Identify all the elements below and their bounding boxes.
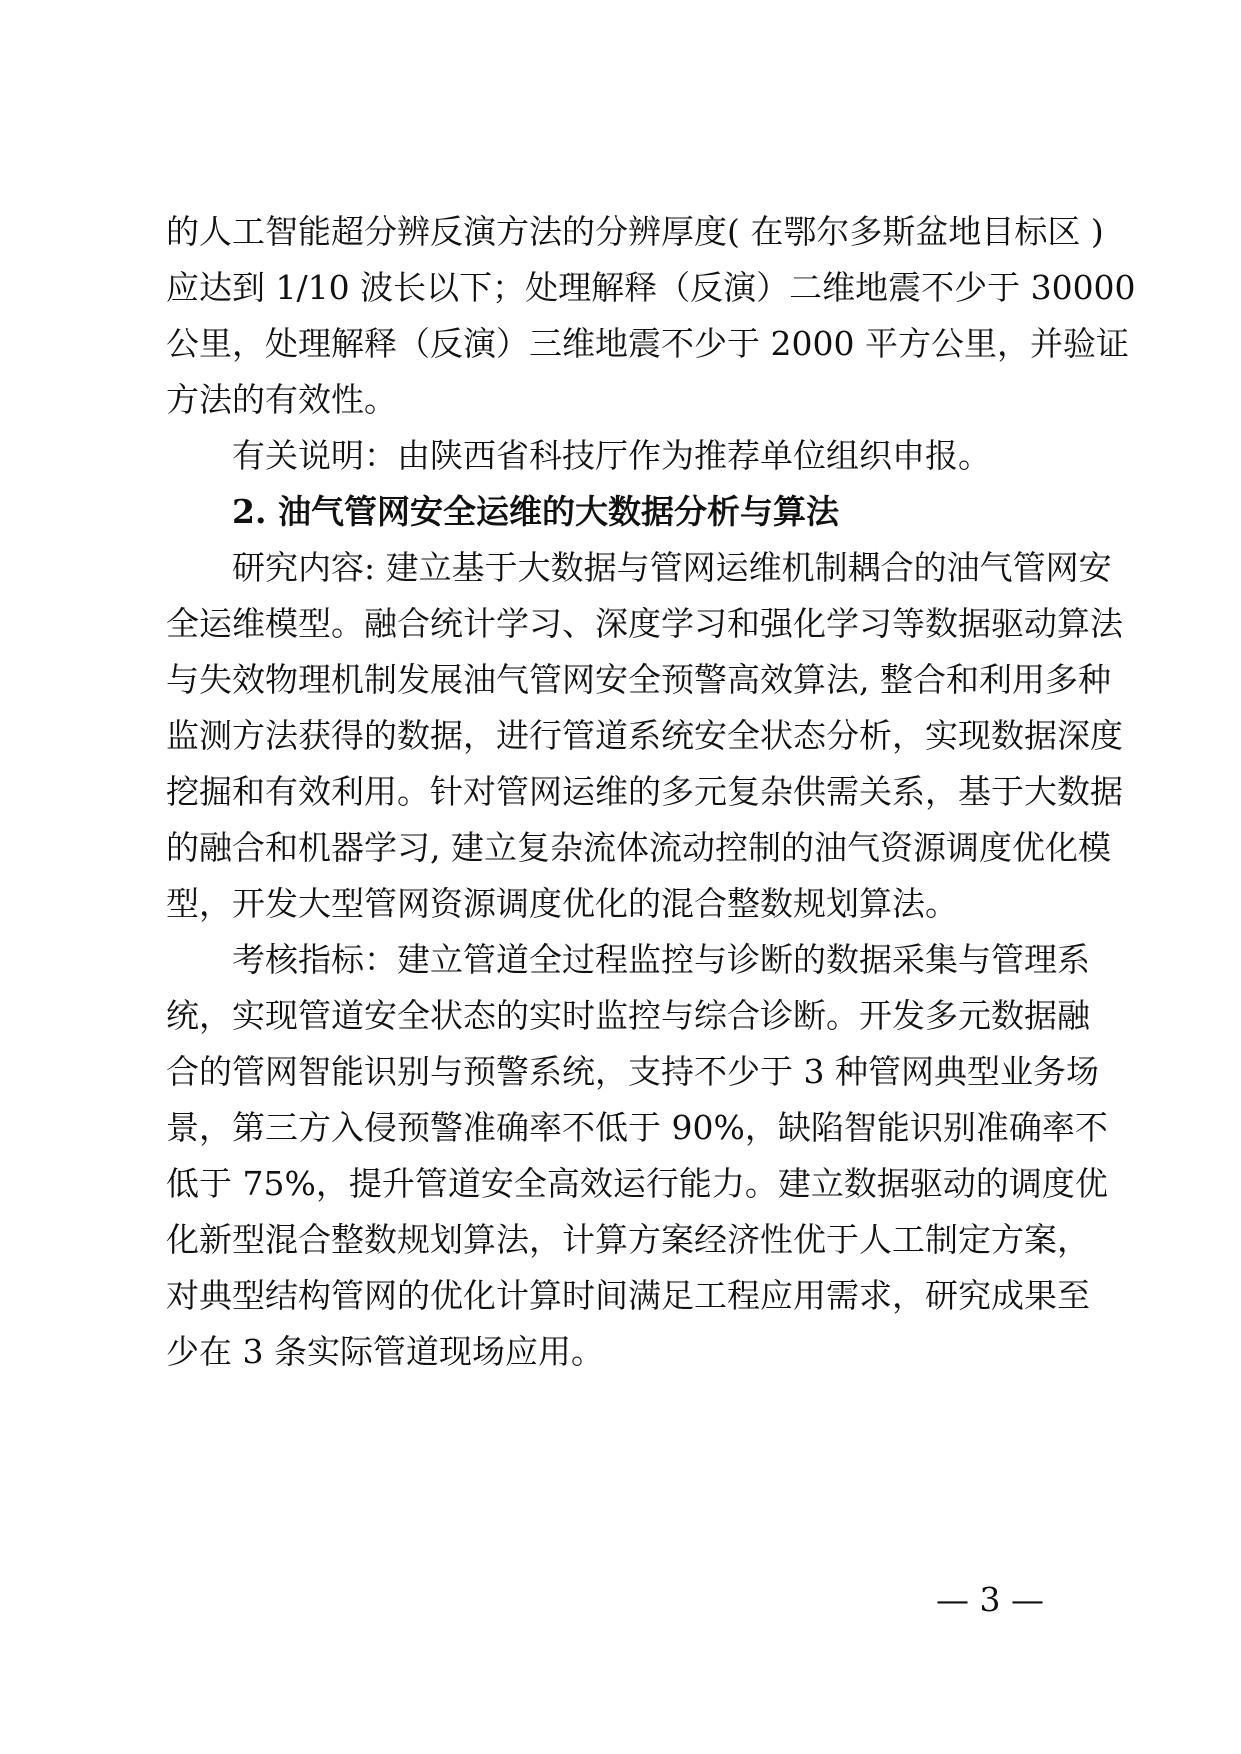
text-line: 对典型结构管网的优化计算时间满足工程应用需求，研究成果至 (166, 1276, 1090, 1315)
text-line: 少在 3 条实际管道现场应用。 (166, 1332, 604, 1371)
text-line: 全运维模型。融合统计学习、深度学习和强化学习等数据驱动算法 (166, 604, 1123, 643)
text-line: 考核指标：建立管道全过程监控与诊断的数据采集与管理系 (232, 940, 1090, 979)
section-heading: 2. 油气管网安全运维的大数据分析与算法 (232, 492, 839, 531)
text-line: 低于 75%，提升管道安全高效运行能力。建立数据驱动的调度优 (166, 1164, 1108, 1203)
text-line: 与失效物理机制发展油气管网安全预警高效算法, 整合和利用多种 (166, 660, 1111, 699)
text-line: 合的管网智能识别与预警系统，支持不少于 3 种管网典型业务场 (166, 1052, 1099, 1091)
text-line: 型，开发大型管网资源调度优化的混合整数规划算法。 (166, 884, 958, 923)
text-line: 监测方法获得的数据，进行管道系统安全状态分析，实现数据深度 (166, 716, 1123, 755)
page-number: — 3 — (936, 1580, 1044, 1619)
text-line: 挖掘和有效利用。针对管网运维的多元复杂供需关系，基于大数据 (166, 772, 1123, 811)
text-line: 统，实现管道安全状态的实时监控与综合诊断。开发多元数据融 (166, 996, 1090, 1035)
text-line: 方法的有效性。 (166, 380, 397, 419)
text-line: 化新型混合整数规划算法，计算方案经济性优于人工制定方案， (166, 1220, 1090, 1259)
note-paragraph: 有关说明：由陕西省科技厅作为推荐单位组织申报。 (232, 436, 991, 475)
text-line: 应达到 1/10 波长以下；处理解释（反演）二维地震不少于 30000 (166, 268, 1136, 307)
text-line: 景，第三方入侵预警准确率不低于 90%，缺陷智能识别准确率不 (166, 1108, 1108, 1147)
text-line: 公里，处理解释（反演）三维地震不少于 2000 平方公里，并验证 (166, 324, 1129, 363)
text-line: 的融合和机器学习, 建立复杂流体流动控制的油气资源调度优化模 (166, 828, 1111, 867)
text-line: 的人工智能超分辨反演方法的分辨厚度( 在鄂尔多斯盆地目标区 ) (166, 212, 1104, 251)
text-line: 研究内容: 建立基于大数据与管网运维机制耦合的油气管网安 (232, 548, 1112, 587)
